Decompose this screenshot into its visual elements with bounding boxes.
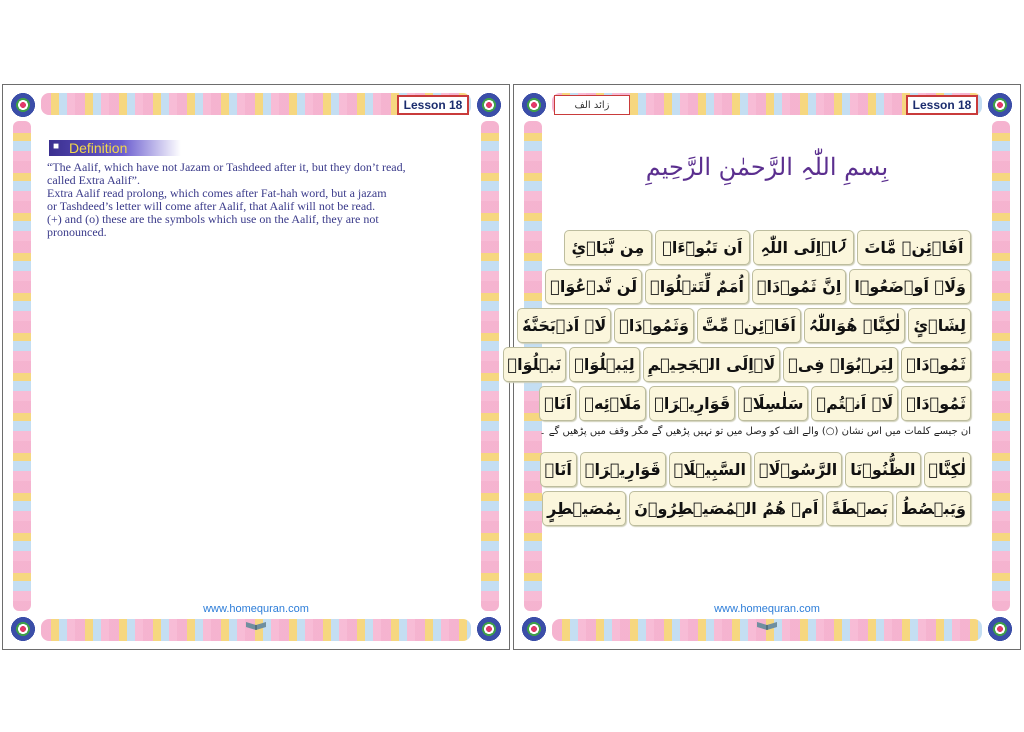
urdu-instruction-note: ان جیسے کلمات میں اس نشان (○) والے الف کو وصل میں تو نہیں پڑھیں گے مگر وقف میں پڑھیں گے ۔ bbox=[539, 426, 971, 437]
word-cell: اَفَاۡئِنۡ مَّاتَ bbox=[857, 230, 971, 265]
word-cell: اَفَاۡئِنۡ مِّتَّ bbox=[697, 308, 801, 343]
word-cell: لَاۡاِلَی الۡجَحِیۡمِ bbox=[643, 347, 781, 382]
floral-border-right bbox=[992, 121, 1010, 611]
word-cell: قَوَارِیۡرَاۡ bbox=[649, 386, 735, 421]
definition-line: called Extra Aalif”. bbox=[47, 173, 140, 187]
word-cell: لٰکِنَّاۡ هُوَاللّٰہُ bbox=[804, 308, 906, 343]
corner-ornament-icon bbox=[988, 93, 1012, 117]
corner-ornament-icon bbox=[988, 617, 1012, 641]
definition-title: Definition bbox=[69, 140, 128, 156]
lesson-badge: Lesson 18 bbox=[397, 95, 469, 115]
word-cell: مَلَاۡئِهٖ bbox=[579, 386, 646, 421]
word-cell: لِیَبۡلُوَاۡ bbox=[569, 347, 639, 382]
word-cell: بِمُصَیۡطِرٍ bbox=[542, 491, 626, 526]
definition-text bbox=[47, 161, 447, 239]
floral-border-right bbox=[481, 121, 499, 611]
floral-border-left bbox=[13, 121, 31, 611]
definition-line: “The Aalif, which have not Jazam or Tashdeed after it, but they don’t read, bbox=[47, 160, 406, 174]
corner-ornament-icon bbox=[477, 617, 501, 641]
word-cell: بَصۡطَةً bbox=[826, 491, 893, 526]
word-cell: وَیَبۡصُطُ bbox=[896, 491, 971, 526]
corner-ornament-icon bbox=[522, 93, 546, 117]
word-row bbox=[547, 491, 971, 526]
definition-heading bbox=[49, 140, 181, 156]
word-cell: لِشَاۡئٍ bbox=[908, 308, 971, 343]
bullet-icon: ■ bbox=[53, 141, 60, 152]
word-cell: اَن تَبُوۡٓءَاۡ bbox=[655, 230, 750, 265]
definition-line: (+) and (o) these are the symbols which use on the Aalif, they are not bbox=[47, 212, 379, 226]
word-cell: ثَمُوۡدَاۡ bbox=[901, 347, 971, 382]
corner-ornament-icon bbox=[477, 93, 501, 117]
left-page bbox=[2, 84, 510, 650]
word-cell: لَاۡ اَنۡتُمۡ bbox=[811, 386, 898, 421]
word-row bbox=[550, 269, 971, 304]
word-cell: قَوَارِیۡرَاۡ bbox=[580, 452, 666, 487]
word-row bbox=[507, 347, 971, 382]
word-row bbox=[522, 308, 971, 343]
word-cell: اَمۡ هُمُ الۡمُصَیۡطِرُوۡنَ bbox=[629, 491, 823, 526]
word-cell: سَلٰسِلَاۡ bbox=[738, 386, 808, 421]
lesson-badge: Lesson 18 bbox=[906, 95, 978, 115]
definition-line: pronounced. bbox=[47, 225, 107, 239]
topic-tag: زائد الف bbox=[554, 95, 630, 115]
corner-ornament-icon bbox=[522, 617, 546, 641]
word-cell: ثَمُوۡدَاۡ bbox=[901, 386, 971, 421]
word-row bbox=[564, 230, 971, 265]
word-cell: وَثَمُوۡدَاۡ bbox=[614, 308, 694, 343]
definition-line: Extra Aalif read prolong, which comes after Fat-hah word, but a jazam bbox=[47, 186, 387, 200]
word-cell: لِیَرۡبُوَاۡ فِیۡ bbox=[783, 347, 898, 382]
word-cell: مِن نَّبَاۡئِ bbox=[564, 230, 652, 265]
word-cell: اَنَاۡ bbox=[540, 452, 577, 487]
quran-stand-icon bbox=[756, 619, 778, 631]
word-cell: اِنَّ ثَمُوۡدَاۡ bbox=[752, 269, 846, 304]
definition-line: or Tashdeed’s letter will come after Aalif, that Aalif will not be read. bbox=[47, 199, 376, 213]
word-cell: اُمَمٌ لِّتَتۡلُوَاۡ bbox=[645, 269, 749, 304]
quran-stand-icon bbox=[245, 619, 267, 631]
word-cell: لٰكِنَّاۡ bbox=[924, 452, 971, 487]
website-link[interactable]: www.homequran.com bbox=[203, 603, 309, 615]
word-cell: لَاۡاِلَی اللّٰہِ bbox=[753, 230, 854, 265]
word-cell: وَلَاۡ اَوۡضَعُوۡا bbox=[849, 269, 971, 304]
website-link[interactable]: www.homequran.com bbox=[714, 603, 820, 615]
corner-ornament-icon bbox=[11, 93, 35, 117]
word-cell: اَنَاۡ bbox=[539, 386, 576, 421]
word-cell: لَن نَّدۡعُوَاۡ bbox=[545, 269, 642, 304]
word-row bbox=[544, 386, 971, 421]
word-grid-secondary bbox=[544, 452, 971, 526]
word-cell: الرَّسُوۡلَاۡ bbox=[754, 452, 842, 487]
corner-ornament-icon bbox=[11, 617, 35, 641]
word-row bbox=[544, 452, 971, 487]
word-cell: لَاۡ اَذۡبَحَنَّهٗ bbox=[517, 308, 611, 343]
word-cell: الظُّنُوۡنَا bbox=[845, 452, 920, 487]
word-cell: السَّبِیۡلَاۡ bbox=[669, 452, 751, 487]
word-cell: نَبۡلُوَاۡ bbox=[503, 347, 567, 382]
bismillah-heading: بِسمِ اللّٰہِ الرَّحمٰنِ الرَّحِیمِ bbox=[645, 153, 889, 181]
word-grid-main bbox=[507, 230, 971, 421]
right-page bbox=[507, 84, 1021, 650]
